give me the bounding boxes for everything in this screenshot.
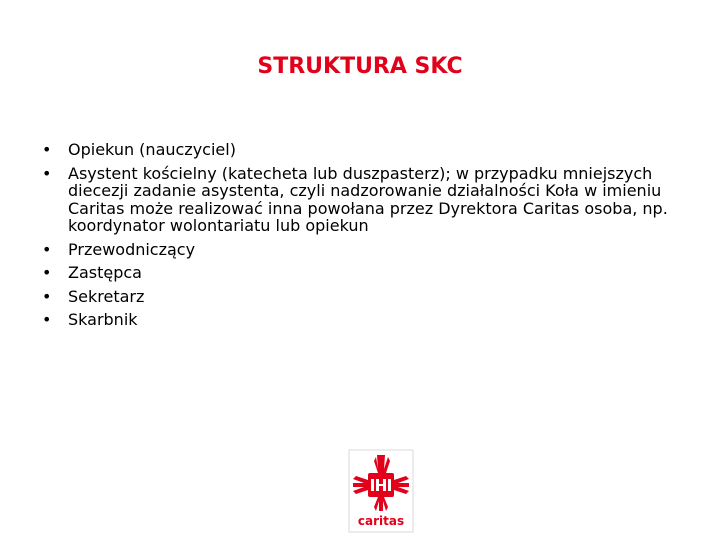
list-item-text: Sekretarz (68, 286, 145, 306)
list-item (42, 311, 682, 329)
bullet-icon: • (42, 140, 52, 159)
bullet-icon: • (42, 163, 52, 183)
list-item (42, 288, 682, 306)
logo-text: caritas (357, 514, 405, 528)
list-item-text: Skarbnik (68, 310, 138, 329)
bullet-icon: • (42, 239, 52, 259)
caritas-cross-icon (348, 449, 414, 533)
list-item (42, 165, 682, 235)
bullet-list (42, 141, 682, 335)
bullet-icon: • (42, 286, 52, 306)
list-item (42, 141, 682, 159)
list-item-text: Zastępca (68, 263, 142, 282)
list-item (42, 241, 682, 259)
list-item-text: Opiekun (nauczyciel) (68, 140, 236, 159)
list-item-text: Asystent kościelny (katecheta lub duszpasterz); w przypadku mniejszych diecezji zadanie asystenta, czyli nadzorowanie działalności Koła w imieniu Caritas może realizować inna powołana przez Dyrektora Caritas osoba, np. koordynator wolontariatu lub opiekun (68, 163, 668, 235)
list-item-text: Przewodniczący (68, 239, 196, 259)
slide-title: STRUKTURA SKC (257, 54, 463, 79)
caritas-logo (348, 449, 414, 533)
bullet-icon: • (42, 310, 52, 329)
bullet-icon: • (42, 263, 52, 282)
list-item (42, 264, 682, 282)
